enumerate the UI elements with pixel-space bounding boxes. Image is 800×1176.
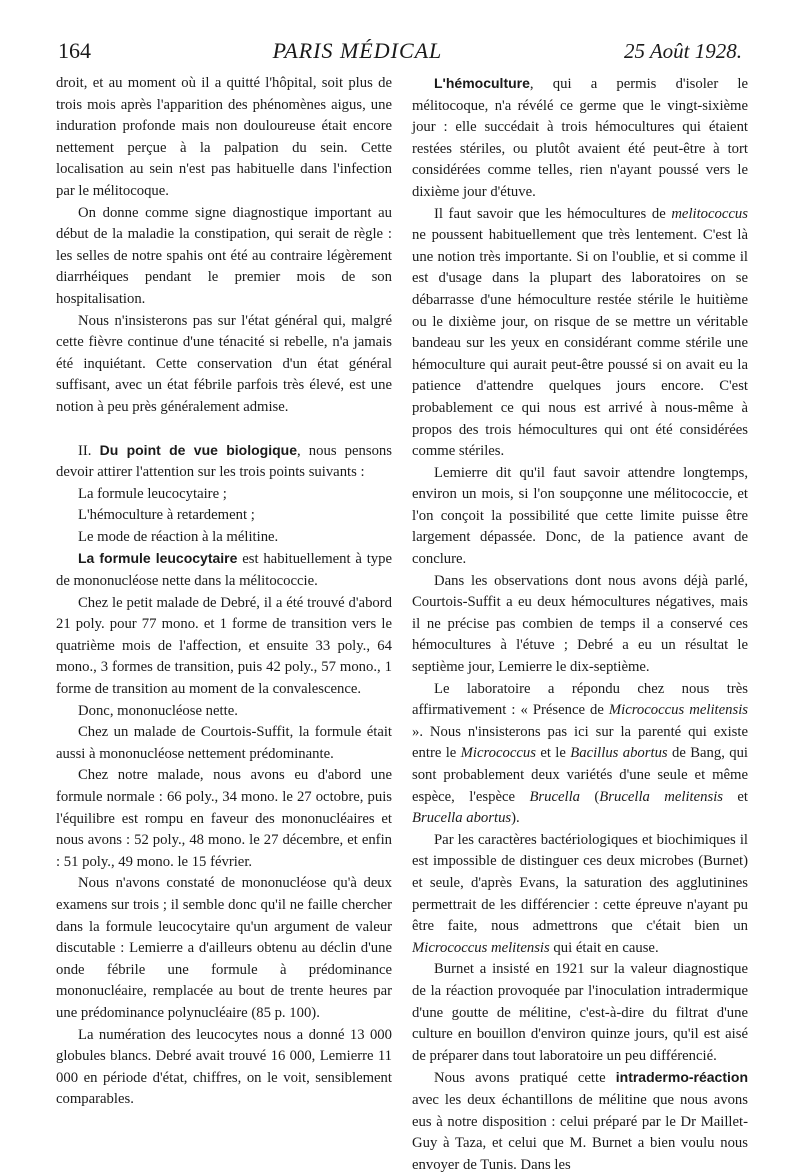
paragraph: Burnet a insisté en 1921 sur la valeur diagnostique de la réaction provoquée par l'inoculation intradermique d'une goutte de mélitine, c'est-à-dire du filtrat d'une culture en bouillon d'environ quinze jours, qu'il est aisé de préparer dans tout laboratoire un peu différencié. [412, 961, 748, 1064]
text: ( [580, 788, 600, 805]
paragraph [56, 548, 392, 592]
section-heading: Du point de vue biologique [99, 441, 298, 458]
italic-term: Brucella abortus [412, 810, 512, 827]
italic-term: melitococcus [671, 205, 748, 222]
right-column [412, 73, 748, 1176]
page-number: 164 [58, 38, 91, 63]
paragraph: Chez notre malade, nous avons eu d'abord une formule normale : 66 poly., 34 mono. le 27 octobre, puis l'équilibre est rompu en faveur des mononucléaires et nous avons : 52 poly., 48 mono. le 27 décembre, et enfin : 51 poly., 49 mono. le 15 février. [56, 767, 392, 870]
text: ». Nous n'insisterons pas ici sur la parenté qui existe entre le [412, 723, 748, 762]
paragraph: Donc, mononucléose nette. [78, 702, 238, 719]
text: ne poussent habituellement que très lentement. C'est là une notion très importante. Si on l'oublie, et si comme il est d'usage dans la plupart des laboratoires on se débarrasse d'une hémoculture restée stérile le huitième ou le dixième jour, on risque de se mettre un véritable bandeau sur les yeux en considérant comme stérile une hémoculture qui aurait peut-être poussé si on avait eu la patience d'attendre quelques jours encore. C'est probablement ce qui nous est arrivé à nous-même à propos des trois hémocultures qui ont été considérées comme stériles. [412, 227, 748, 460]
issue-date: 25 Août 1928. [623, 39, 742, 63]
subsection-heading: La formule leucocytaire [78, 550, 238, 567]
inline-heading: intradermo-réaction [615, 1069, 748, 1086]
text: ). [511, 810, 520, 827]
section-number: II. [78, 442, 100, 459]
paragraph [412, 1067, 748, 1176]
italic-term: Micrococcus [460, 745, 536, 762]
text: de Bang, qui sont probablement deux variétés d'une seule et même espèce, l'espèce [412, 745, 749, 805]
page-header [58, 38, 742, 68]
paragraph: Chez un malade de Courtois-Suffit, la formule était aussi à mononucléose nettement prédominante. [56, 724, 392, 762]
paragraph: Nous n'insisterons pas sur l'état général qui, malgré cette fièvre continue d'une ténacité si rebelle, n'a jamais été inquiétant. Cette conservation d'un état général suffisant, avec un état fébrile parfois très élevé, est une notion à peu près généralement admise. [56, 312, 392, 415]
journal-title: PARIS MÉDICAL [272, 38, 443, 63]
paragraph: Dans les observations dont nous avons déjà parlé, Courtois-Suffit a eu deux hémocultures négatives, mais il ne précise pas combien de temps il a conservé ces hémocultures à l'étuve ; Debré a eu un résultat le septième jour, Lemierre le dix-septième. [412, 572, 748, 676]
paragraph: Chez le petit malade de Debré, il a été trouvé d'abord 21 poly. pour 77 mono. et 1 forme de transition vers le quatrième mois de l'affection, et ensuite 33 poly., 64 mono., 3 formes de transition, puis 42 poly., 57 mono., 1 forme de transition au moment de la convalescence. [56, 594, 392, 698]
text: Le laboratoire a répondu chez nous très affirmativement : « Présence de [412, 680, 748, 719]
text: et [723, 788, 748, 805]
text: et le [535, 745, 571, 762]
left-column [56, 73, 392, 1111]
italic-term: Brucella melitensis [599, 788, 723, 805]
italic-term: Micrococcus melitensis [412, 939, 550, 956]
italic-term: Micrococcus melitensis [608, 702, 748, 719]
paragraph: Lemierre dit qu'il faut savoir attendre longtemps, environ un mois, si l'on soupçonne une mélitococcie, et l'on conçoit la possibilité que cette limite puisse être largement dépassée. Donc, de la patience avant de conclure. [412, 464, 748, 568]
list-item: L'hémoculture à retardement ; [78, 507, 255, 524]
text: Par les caractères bactériologiques et biochimiques il est impossible de distinguer ces deux microbes (Burnet) et seule, d'après Evans, la saturation des agglutinines permettrait de les différencier : cette épreuve n'ayant pu être faite, nous admettrons que c'était bien un [412, 831, 748, 935]
italic-term: Bacillus abortus [570, 745, 668, 762]
paragraph-text: , qui a permis d'isoler le mélitocoque, n'a révélé ce germe que le vingt-sixième jour : elle succédait à trois hémocultures qui étaient restées stériles, ou plutôt avaient été peut-être à tort considérées comme telles, rien n'ayant poussé vers le dixième jour d'étuve. [412, 76, 748, 200]
paragraph: La numération des leucocytes nous a donné 13 000 globules blancs. Debré avait trouvé 16 000, Lemierre 11 000 en période d'état, chiffres, on le voit, sensiblement comparables. [56, 1026, 392, 1108]
text: Il faut savoir que les hémocultures de [434, 205, 672, 222]
paragraph [412, 679, 748, 830]
text: qui était en cause. [549, 939, 659, 956]
paragraph-text: est habituellement à type de mononucléose nette dans la mélitococcie. [56, 551, 392, 590]
paragraph [412, 204, 748, 463]
list-item: La formule leucocytaire ; [78, 485, 227, 502]
text: Nous avons pratiqué cette [434, 1070, 616, 1087]
text: avec les deux échantillons de mélitine que nous avons eus à notre disposition : celui préparé par le Dr Maillet-Guy à Taza, et celui que M. Burnet a bien voulu nous envoyer de Tunis. Dans les [412, 1091, 748, 1173]
paragraph [412, 830, 748, 960]
list-item: Le mode de réaction à la mélitine. [78, 528, 279, 545]
subsection-heading: L'hémoculture [434, 75, 530, 91]
italic-term: Brucella [529, 788, 581, 805]
paragraph: Nous n'avons constaté de mononucléose qu'à deux examens sur trois ; il semble donc qu'il ne faille chercher dans la formule leucocytaire qu'un argument de valeur discutable : Lemierre a d'ailleurs obtenu au déclin d'une onde fébrile une formule à prédominance mononucléaire, remplacée au bout de trente heures par une prédominance polynucléaire (85 p. 100). [56, 875, 392, 1021]
section-heading-paragraph [56, 440, 392, 484]
paragraph: On donne comme signe diagnostique important au début de la maladie la constipation, qui serait de règle : les selles de notre spahis ont été au contraire légèrement diarrhéiques pendant le premier mois de son hospitalisation. [56, 204, 392, 307]
paragraph: droit, et au moment où il a quitté l'hôpital, soit plus de trois mois après l'apparition des phénomènes aigus, une induration profonde mais non douloureuse était encore nettement perçue à la palpation du sein. Cette localisation au sein n'est pas habituelle dans l'infection par le mélitocoque. [56, 75, 392, 199]
paragraph-text: , nous pensons devoir attirer l'attention sur les trois points suivants : [56, 442, 392, 481]
paragraph [412, 73, 748, 204]
